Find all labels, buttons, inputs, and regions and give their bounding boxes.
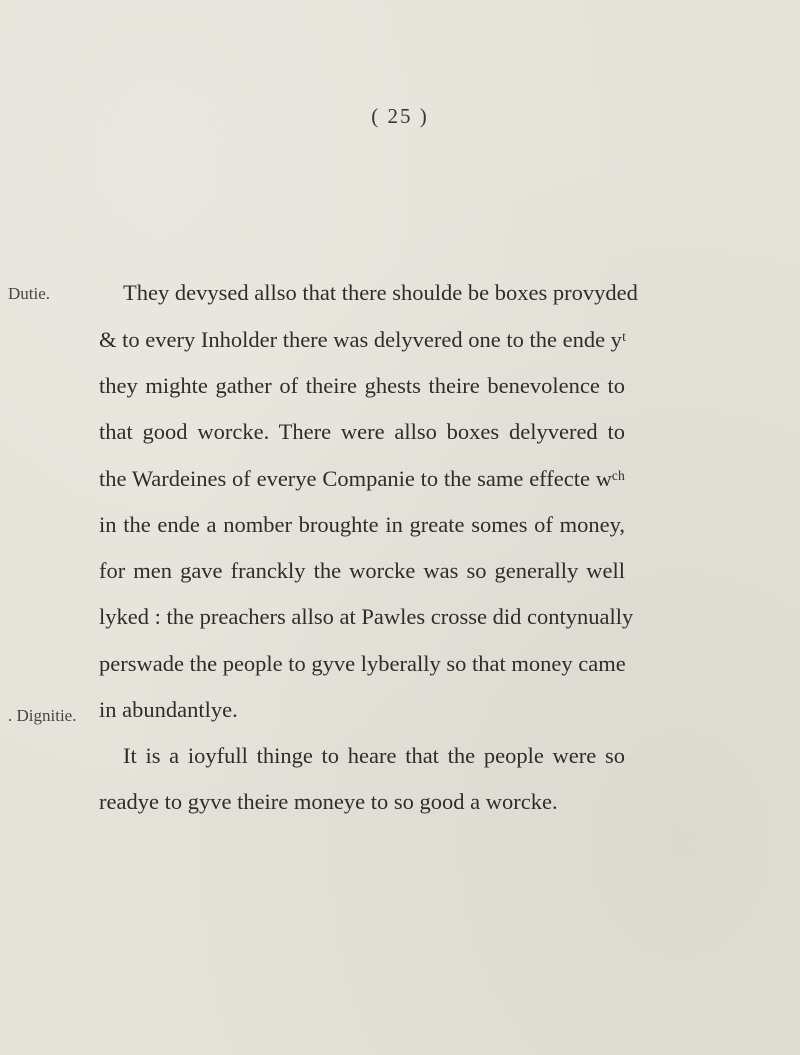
text-line: It is a ioyfull thinge to heare that the people were so — [123, 743, 625, 768]
text-line: they mighte gather of theire ghests theire benevolence to — [99, 373, 625, 398]
margin-note-dutie: Dutie. — [8, 284, 51, 303]
text-line: perswade the people to gyve lyberally so that money came — [99, 651, 626, 676]
text-line: in abundantlye. — [99, 697, 238, 722]
page-number: ( 25 ) — [371, 104, 429, 128]
text-line: lyked : the preachers allso at Pawles crosse did contynually — [99, 604, 634, 629]
text-line: the Wardeines of everye Companie to the same effecte wᶜʰ — [99, 466, 625, 491]
text-line: for men gave franckly the worcke was so generally well — [99, 558, 625, 583]
text-line: in the ende a nomber broughte in greate somes of money, — [99, 512, 625, 537]
text-line: readye to gyve theire moneye to so good a worcke. — [99, 789, 558, 814]
text-line: They devysed allso that there shoulde be boxes provyded — [123, 280, 638, 305]
text-line: & to every Inholder there was delyvered one to the ende yᵗ — [99, 327, 627, 352]
text-line: that good worcke. There were allso boxes delyvered to — [99, 419, 625, 444]
margin-note-dignitie: . Dignitie. — [8, 706, 77, 725]
